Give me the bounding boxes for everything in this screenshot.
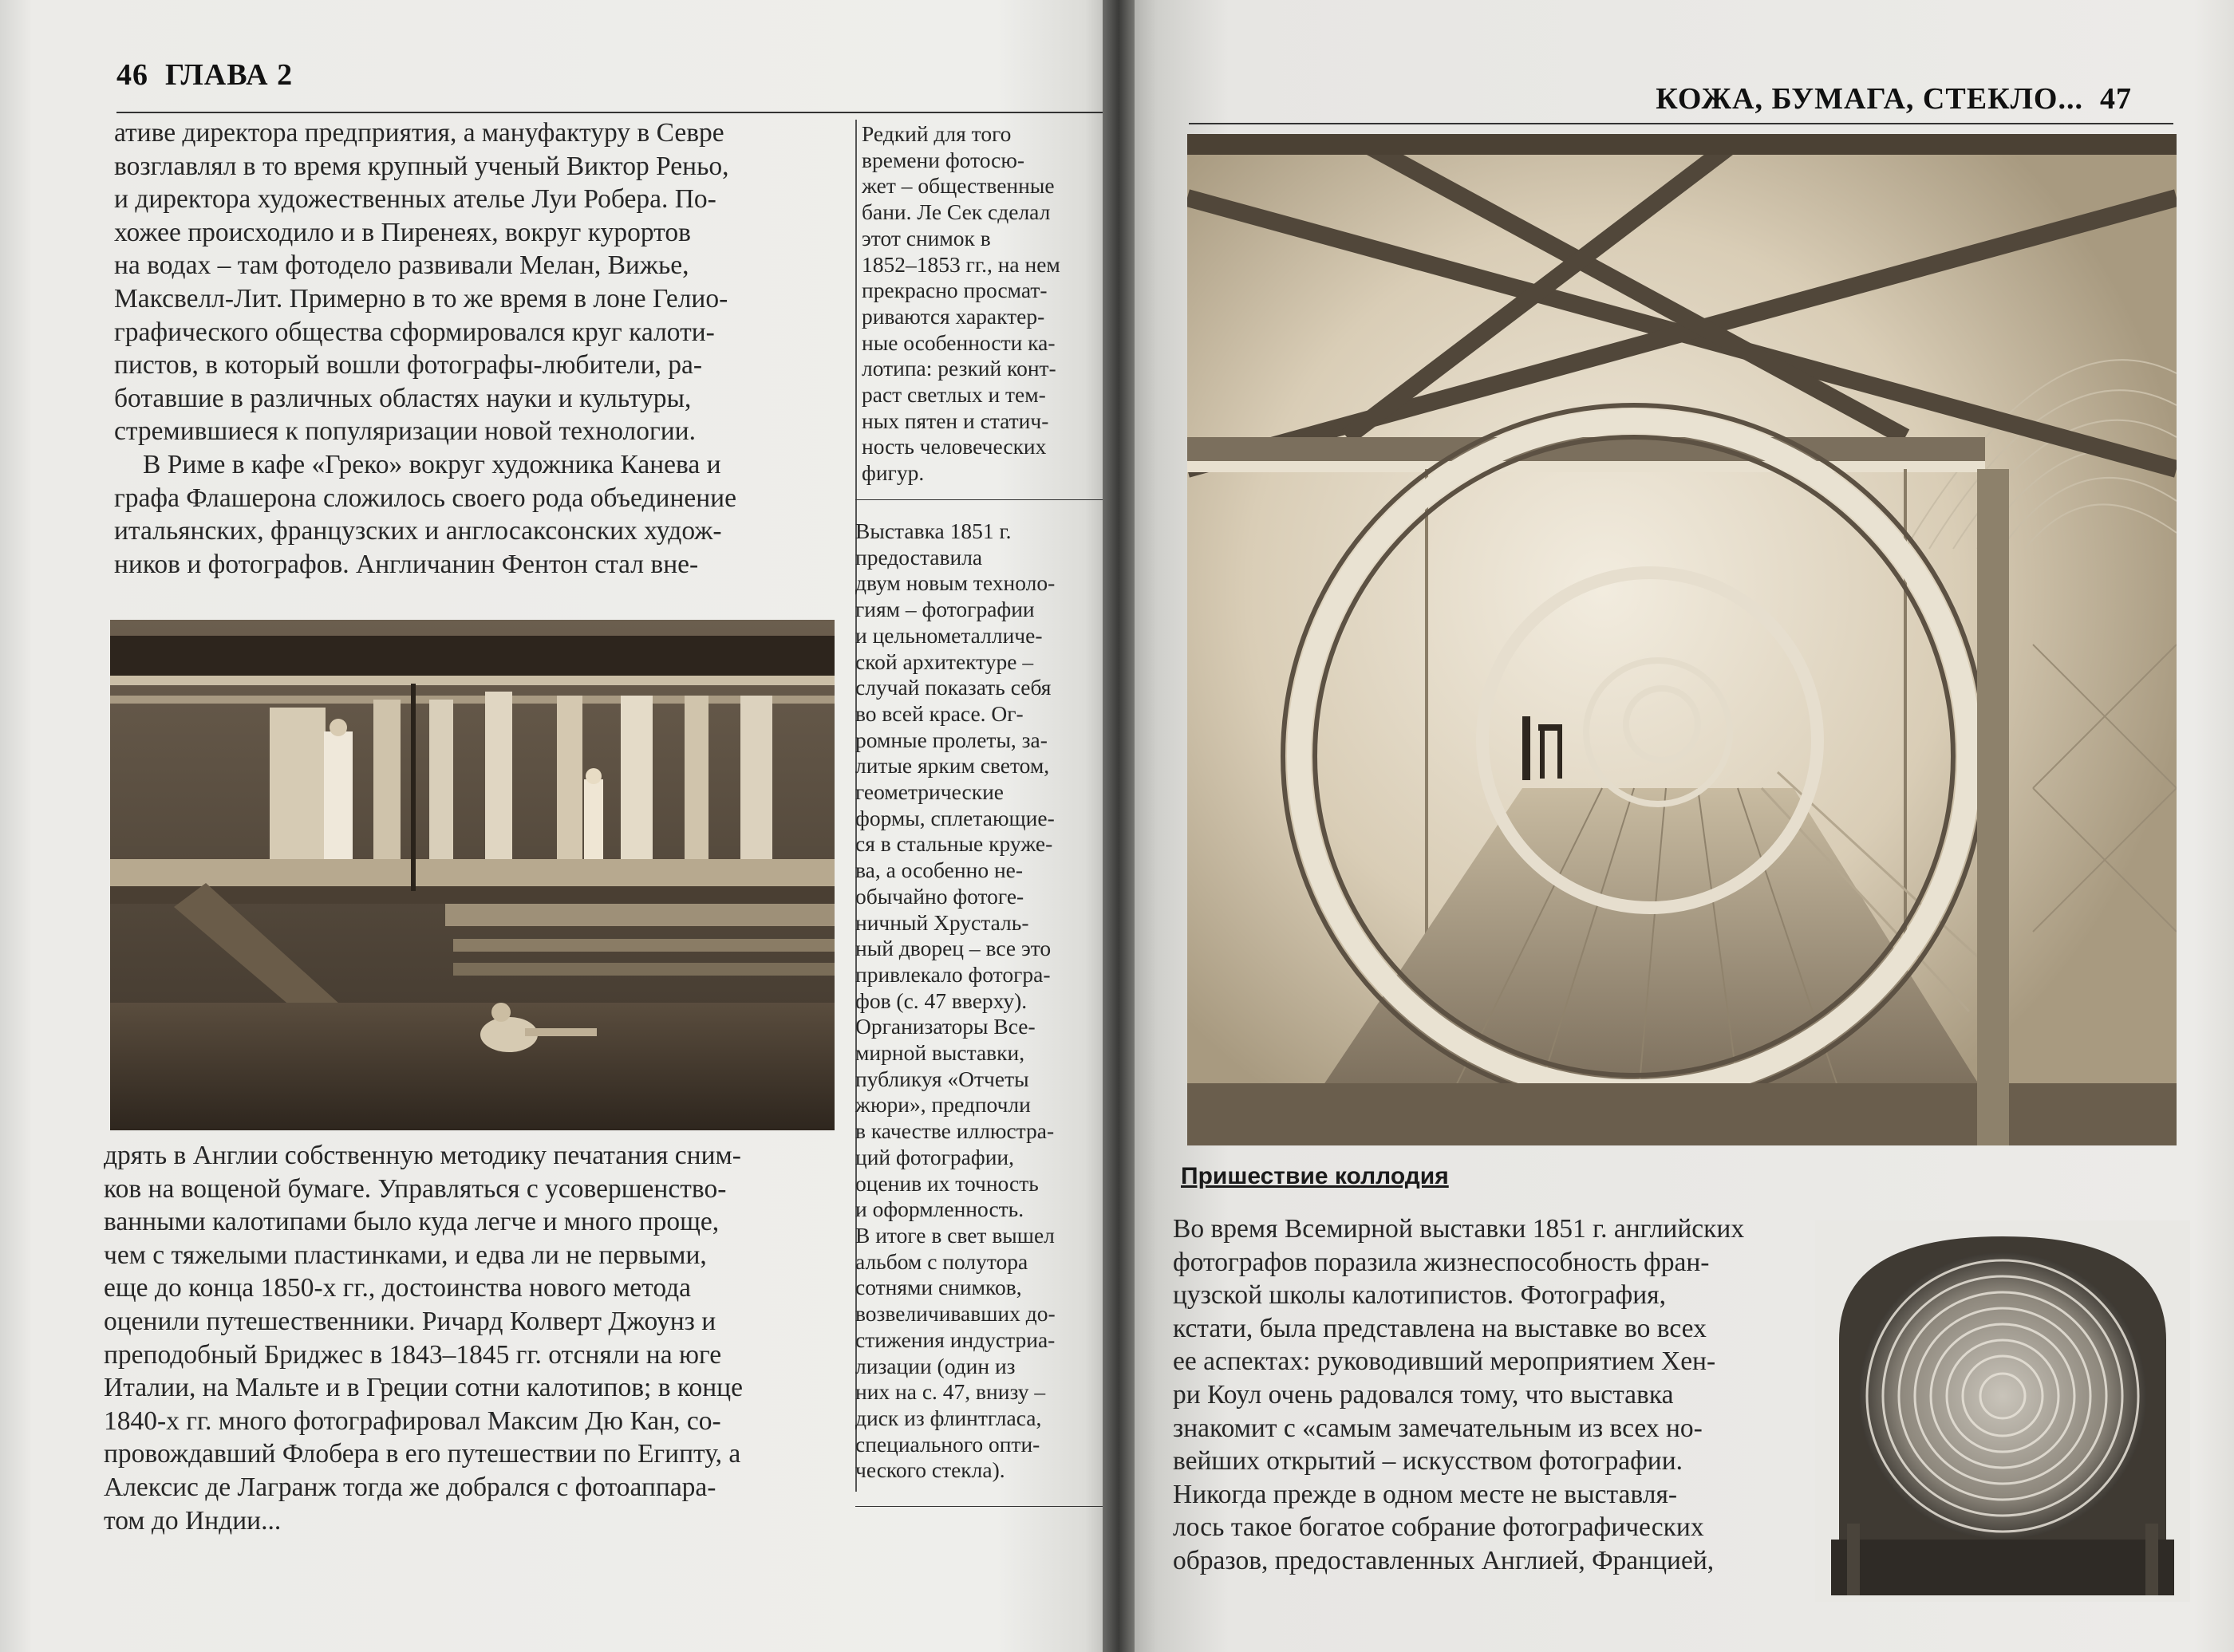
caption-divider (855, 499, 1103, 500)
caption-line: ций фотографии, (855, 1144, 1014, 1169)
header-rule (116, 112, 1110, 113)
text-line: В Риме в кафе «Греко» вокруг художника Канева и (143, 449, 721, 479)
caption-line: литые ярким светом, (855, 753, 1050, 779)
caption-line: бани. Ле Сек сделал (862, 199, 1051, 225)
text-line: ативе директора предприятия, а мануфактуру в Севре (114, 118, 724, 148)
caption-bathhouse (862, 121, 1060, 487)
text-line: Максвелл-Лит. Примерно в то же время в лоне Гелио- (114, 283, 728, 313)
chapter-label: ГЛАВА 2 (165, 58, 294, 92)
main-text-bottom (104, 1139, 743, 1537)
chapter-title: КОЖА, БУМАГА, СТЕКЛО... (1656, 82, 2083, 116)
caption-line: альбом с полутора (855, 1248, 1028, 1274)
header-rule-right (1189, 123, 2173, 124)
text-line: графа Флашерона сложилось своего рода объединение (114, 483, 736, 513)
caption-line: ской архитектуре – (855, 649, 1034, 674)
flint-glass-disc-photo (1815, 1220, 2190, 1602)
caption-line: геометрические (855, 779, 1004, 805)
text-line: оценили путешественники. Ричард Колверт Джоунз и (104, 1306, 716, 1336)
caption-line: ность человеческих (862, 434, 1047, 459)
text-line: итальянских, французских и англосаксонских худож- (114, 516, 722, 546)
caption-line: фов (с. 47 вверху). (855, 988, 1028, 1013)
caption-line: публикуя «Отчеты (855, 1066, 1029, 1091)
caption-end-rule (855, 1506, 1103, 1507)
crystal-palace-photo (1187, 134, 2177, 1145)
caption-line: них на с. 47, внизу – (855, 1379, 1046, 1405)
text-line: 1840-х гг. много фотографировал Максим Дю Кан, со- (104, 1406, 721, 1436)
text-line: дрять в Англии собственную методику печатания сним- (104, 1141, 741, 1170)
main-text-top (114, 116, 736, 581)
caption-line: 1852–1853 гг., на нем (862, 251, 1060, 277)
caption-line: ся в стальные круже- (855, 831, 1053, 857)
text-line: ников и фотографов. Англичанин Фентон стал вне- (114, 549, 699, 579)
text-line: ванными калотипами было куда легче и много проще, (104, 1207, 720, 1237)
caption-line: Выставка 1851 г. (855, 518, 1012, 543)
text-line: провождавший Флобера в его путешествии по Египту, а (104, 1439, 741, 1469)
caption-line: Организаторы Все- (855, 1014, 1036, 1039)
caption-line: ный дворец – все это (855, 936, 1052, 961)
page-number-right: 47 (2100, 82, 2132, 116)
caption-line: фигур. (862, 460, 925, 486)
caption-line: ные особенности ка- (862, 329, 1056, 355)
caption-line: ромные пролеты, за- (855, 727, 1048, 752)
page-number-left: 46 (116, 58, 148, 92)
text-line: фотографов поразила жизнеспособность фран- (1173, 1247, 1710, 1277)
text-line: чем с тяжелыми пластинками, и едва ли не первыми, (104, 1240, 707, 1270)
caption-line: в качестве иллюстра- (855, 1118, 1055, 1144)
caption-line: оценив их точность (855, 1170, 1039, 1196)
running-head-left (116, 57, 293, 93)
caption-line: лотипа: резкий конт- (862, 356, 1056, 381)
caption-line: лизации (один из (855, 1353, 1016, 1378)
caption-line: и цельнометалличе- (855, 622, 1043, 648)
caption-line: ничный Хрусталь- (855, 909, 1029, 935)
text-line: кстати, была представлена на выставке во всех (1173, 1313, 1707, 1343)
text-line: на водах – там фотодело развивали Мелан, Вижье, (114, 250, 689, 281)
text-line: хожее происходило и в Пиренеях, вокруг курортов (114, 217, 691, 247)
caption-line: риваются характер- (862, 303, 1045, 329)
caption-line: привлекало фотогра- (855, 961, 1051, 987)
caption-line: жюри», предпочли (855, 1092, 1031, 1118)
caption-exhibition (855, 518, 1056, 1484)
text-line: еще до конца 1850-х гг., достоинства нового метода (104, 1273, 692, 1303)
caption-line: ва, а особенно не- (855, 858, 1024, 883)
text-line: цузской школы калотипистов. Фотография, (1173, 1280, 1666, 1311)
text-line: и директора художественных ателье Луи Робера. По- (114, 184, 716, 215)
text-line: Никогда прежде в одном месте не выставля- (1173, 1479, 1678, 1509)
text-line: образов, предоставленных Англией, Францией, (1173, 1545, 1715, 1575)
right-page (1117, 0, 2234, 1652)
running-head-right (1656, 81, 2132, 116)
text-line: возглавлял в то время крупный ученый Виктор Реньо, (114, 151, 729, 181)
text-line: Алексис де Лагранж тогда же добрался с фотоаппара- (104, 1472, 716, 1502)
caption-line: Редкий для того (862, 121, 1012, 146)
text-line: Во время Всемирной выставки 1851 г. английских (1173, 1214, 1745, 1244)
text-line: преподобный Бриджес в 1843–1845 гг. отсняли на юге (104, 1339, 722, 1370)
caption-line: двум новым техноло- (855, 570, 1056, 596)
caption-line: времени фотосю- (862, 147, 1025, 172)
caption-line: этот снимок в (862, 225, 991, 250)
caption-line: диск из флинтгласа, (855, 1405, 1042, 1430)
caption-line: прекрасно просмат- (862, 278, 1048, 303)
caption-line: жет – общественные (862, 173, 1055, 199)
book-spine (1103, 0, 1135, 1652)
caption-line: специального опти- (855, 1431, 1040, 1457)
section-heading: Пришествие коллодия (1181, 1163, 1449, 1189)
caption-line: и оформленность. (855, 1197, 1024, 1222)
text-line: Италии, на Мальте и в Греции сотни калотипов; в конце (104, 1373, 743, 1403)
text-line: ботавшие в различных областях науки и культуры, (114, 383, 692, 413)
caption-line: сотнями снимков, (855, 1275, 1022, 1300)
caption-line: В итоге в свет вышел (855, 1222, 1055, 1248)
caption-line: во всей красе. Ог- (855, 700, 1024, 726)
caption-line: мирной выставки, (855, 1040, 1025, 1066)
text-line: ее аспектах: руководивший мероприятием Хен- (1173, 1346, 1716, 1377)
main-text-right (1173, 1212, 1744, 1578)
text-line: графического общества сформировался круг калоти- (114, 317, 715, 347)
caption-line: раст светлых и тем- (862, 382, 1046, 408)
caption-line: гиям – фотографии (855, 597, 1035, 622)
text-line: том до Индии... (104, 1505, 282, 1536)
caption-line: ческого стекла). (855, 1457, 1005, 1483)
text-line: лось такое богатое собрание фотографических (1173, 1512, 1704, 1543)
caption-line: возвеличивавших до- (855, 1301, 1056, 1327)
text-line: ков на вощеной бумаге. Управляться с усовершенство- (104, 1173, 727, 1204)
caption-line: формы, сплетающие- (855, 805, 1055, 830)
text-line: стремившиеся к популяризации новой технологии. (114, 416, 696, 447)
text-line: знакомит с «самым замечательным из всех но- (1173, 1413, 1703, 1443)
text-line: ри Коул очень радовался тому, что выставка (1173, 1379, 1674, 1410)
caption-line: обычайно фотоге- (855, 883, 1024, 909)
caption-line: случай показать себя (855, 675, 1052, 700)
bathhouse-photo (110, 620, 835, 1130)
text-line: вейших открытий – искусством фотографии. (1173, 1446, 1683, 1477)
caption-line: предоставила (855, 544, 983, 570)
caption-line: ных пятен и статич- (862, 408, 1049, 433)
text-line: пистов, в который вошли фотографы-любители, ра- (114, 350, 703, 380)
caption-line: стижения индустриа- (855, 1327, 1056, 1352)
